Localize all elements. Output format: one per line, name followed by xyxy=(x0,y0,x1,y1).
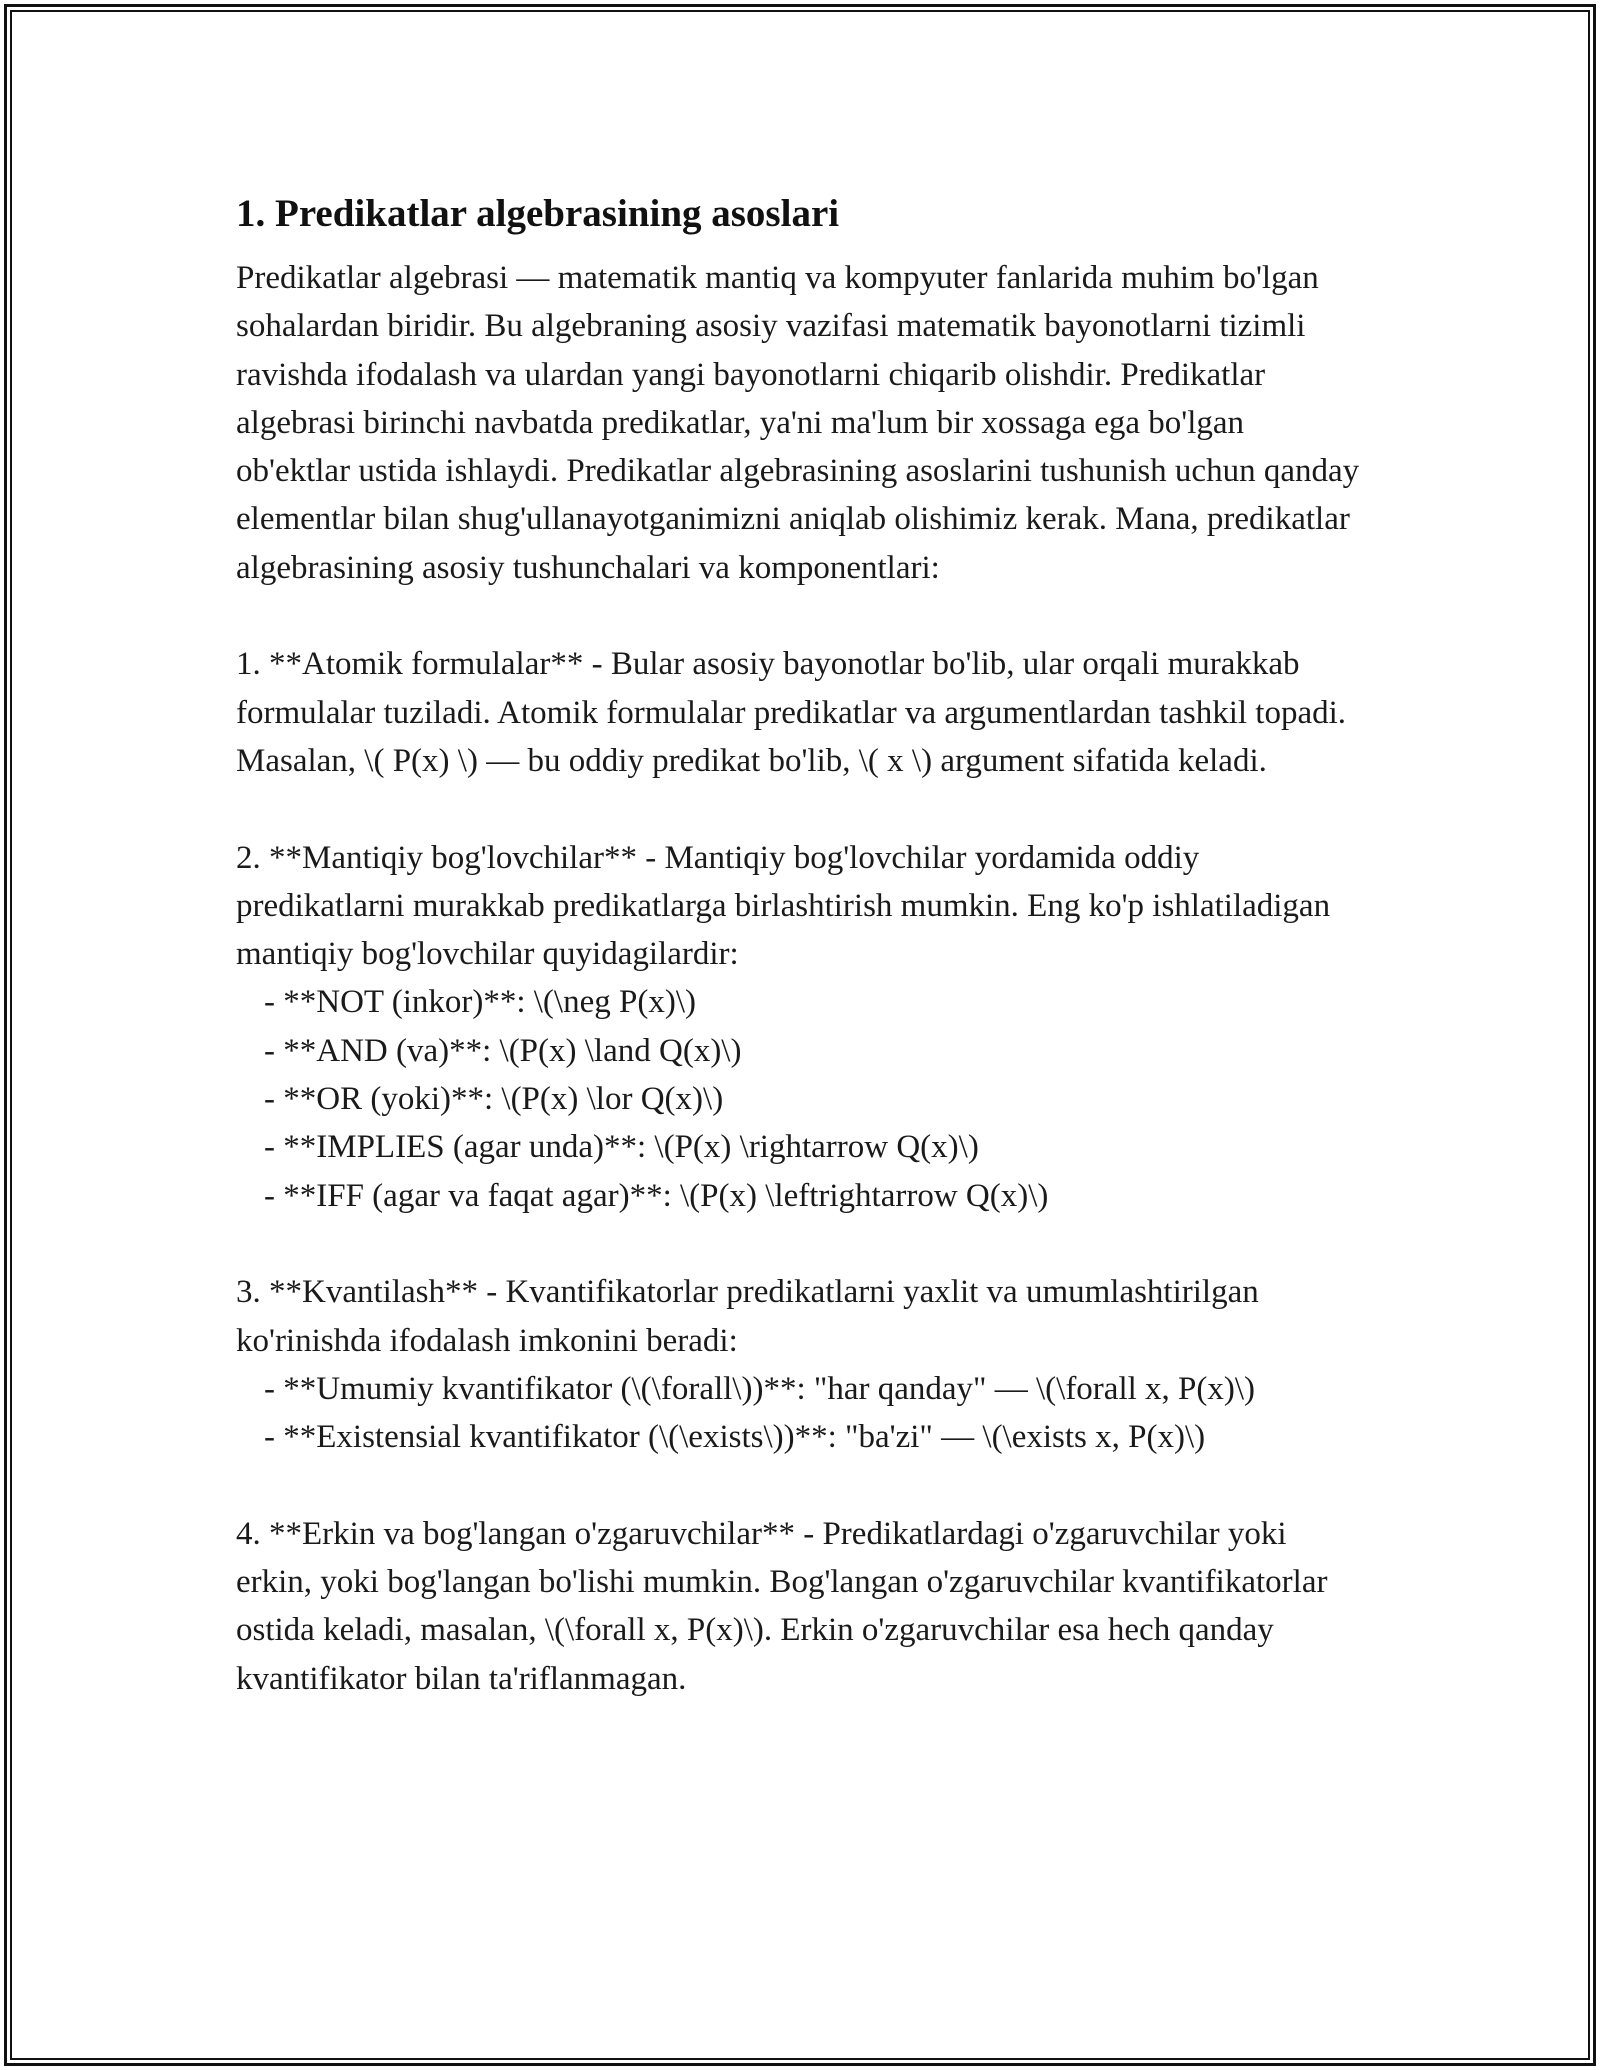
section-logical-connectives xyxy=(236,834,1366,1220)
paragraph-gap xyxy=(236,592,1366,640)
quantifiers-list xyxy=(236,1365,1366,1462)
paragraph-gap xyxy=(236,1220,1366,1268)
section-quantification xyxy=(236,1268,1366,1461)
list-item: - **IMPLIES (agar unda)**: \(P(x) \rightarrow Q(x)\) xyxy=(264,1129,979,1166)
section-atomic-formulas: 1. **Atomik formulalar** - Bular asosiy bayonotlar bo'lib, ular orqali murakkab formulalar tuziladi. Atomik formulalar predikatlar va argumentlardan tashkil topadi. Masalan, \( P(x) \) — bu oddiy predikat bo'lib, \( x \) argument sifatida keladi. xyxy=(236,646,1355,779)
paragraph-gap xyxy=(236,1461,1366,1509)
list-item: - **IFF (agar va faqat agar)**: \(P(x) \leftrightarrow Q(x)\) xyxy=(264,1177,1049,1214)
list-item: - **Existensial kvantifikator (\(\exists\))**: "ba'zi" — \(\exists x, P(x)\) xyxy=(264,1419,1206,1456)
paragraph-gap xyxy=(236,785,1366,833)
list-item: - **Umumiy kvantifikator (\(\forall\))**: "har qanday" — \(\forall x, P(x)\) xyxy=(264,1370,1256,1407)
list-item: - **NOT (inkor)**: \(\neg P(x)\) xyxy=(264,984,696,1021)
list-item: - **OR (yoki)**: \(P(x) \lor Q(x)\) xyxy=(264,1081,724,1118)
section-logical-connectives-text: 2. **Mantiqiy bog'lovchilar** - Mantiqiy bog'lovchilar yordamida oddiy predikatlarni murakkab predikatlarga birlashtirish mumkin. Eng ko'p ishlatiladigan mantiqiy bog'lovchilar quyidagilardir: xyxy=(236,839,1339,973)
section-quantification-text: 3. **Kvantilash** - Kvantifikatorlar predikatlarni yaxlit va umumlashtirilgan ko'rinishda ifodalash imkonini beradi: xyxy=(236,1274,1267,1359)
connectives-list xyxy=(236,978,1366,1219)
intro-paragraph: Predikatlar algebrasi — matematik mantiq va kompyuter fanlarida muhim bo'lgan sohalardan biridir. Bu algebraning asosiy vazifasi matematik bayonotlarni tizimli ravishda ifodalash va ulardan yangi bayonotlarni chiqarib olishdir. Predikatlar algebrasi birinchi navbatda predikatlar, ya'ni ma'lum bir xossaga ega bo'lgan ob'ektlar ustida ishlaydi. Predikatlar algebrasining asoslarini tushunish uchun qanday elementlar bilan shug'ullanayotganimizni aniqlab olishimiz kerak. Mana, predikatlar algebrasining asosiy tushunchalari va komponentlari: xyxy=(236,260,1368,586)
document-body xyxy=(236,186,1366,1703)
list-item: - **AND (va)**: \(P(x) \land Q(x)\) xyxy=(264,1032,742,1069)
section-free-bound-variables: 4. **Erkin va bog'langan o'zgaruvchilar** - Predikatlardagi o'zgaruvchilar yoki erkin, yoki bog'langan bo'lishi mumkin. Bog'langan o'zgaruvchilar kvantifikatorlar ostida keladi, masalan, \(\forall x, P(x)\). Erkin o'zgaruvchilar esa hech qanday kvantifikator bilan ta'riflanmagan. xyxy=(236,1515,1336,1697)
document-title: 1. Predikatlar algebrasining asoslari xyxy=(236,192,840,235)
